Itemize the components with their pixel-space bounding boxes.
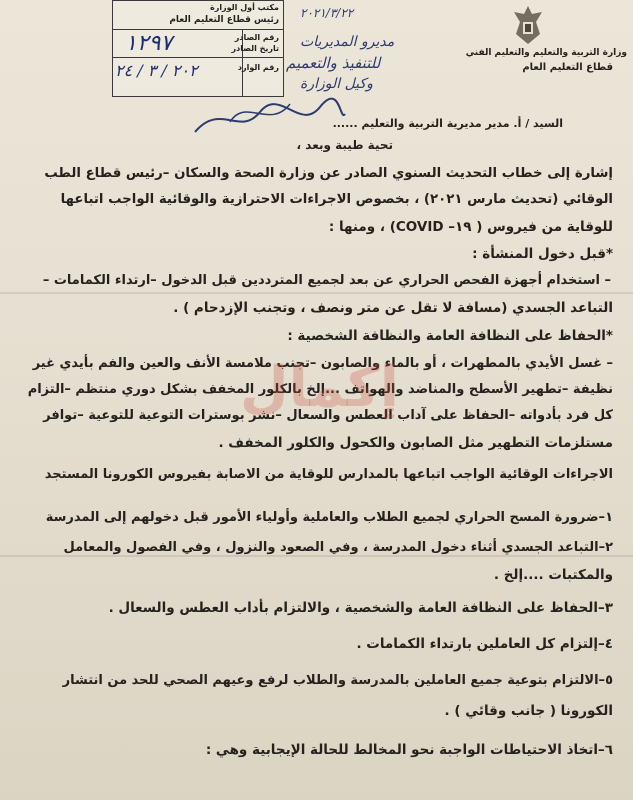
section2-line4: مستلزمات التطهير مثل الصابون والكحول والكلور المخفف . bbox=[218, 435, 613, 451]
stamp-row1-label: رقم الصادر bbox=[234, 33, 279, 42]
section3-title: الاجراءات الوقائية الواجب اتباعها بالمدارس للوقاية من الاصابة بفيروس الكورونا المستجد bbox=[44, 467, 613, 482]
watermark-logo: إكمال bbox=[240, 355, 399, 420]
item-5-line2: الكورونا ( جانب وقائي ) . bbox=[444, 703, 613, 719]
stamp-row2-label: تاريخ الصادر bbox=[231, 44, 279, 53]
item-4: ٤–إلتزام كل العاملين بارتداء الكمامات . bbox=[356, 636, 613, 652]
handwritten-note-line1: مديرو المديريات bbox=[300, 34, 395, 50]
item-2-line2: والمكتبات ....إلخ . bbox=[493, 567, 613, 583]
handwritten-note-line3: وكيل الوزارة bbox=[300, 76, 373, 92]
section2-line2: نظيفة –تطهير الأسطح والمناضد والهواتف ...إلخ بالكلور المخفف بشكل دوري منتظم –التزام bbox=[27, 382, 613, 397]
greeting: تحية طيبة وبعد ، bbox=[296, 138, 393, 152]
salutation-to: السيد / أ. مدير مديرية التربية والتعليم ...... bbox=[332, 117, 563, 130]
item-6: ٦–اتخاذ الاحتياطات الواجبة نحو المخالط للحالة الإيجابية وهي : bbox=[205, 742, 613, 758]
stamp-row3-label: رقم الوارد bbox=[237, 63, 279, 72]
para1-line1: إشارة إلى خطاب التحديث السنوي الصادر عن وزارة الصحة والسكان –رئيس قطاع الطب bbox=[44, 166, 613, 181]
section1-line2: التباعد الجسدي (مسافة لا تقل عن متر ونصف ، وتجنب الإزدحام ) . bbox=[173, 300, 613, 316]
signature-scribble bbox=[190, 92, 350, 142]
stamp-number: ١٢٩٧ bbox=[125, 31, 173, 56]
item-1: ١–ضرورة المسح الحراري لجميع الطلاب والعاملية وأولياء الأمور قبل دخولهم إلى المدرسة bbox=[45, 510, 613, 525]
paper-crease bbox=[0, 555, 633, 557]
paper-crease bbox=[0, 292, 633, 294]
section2-line1: – غسل الأيدي بالمطهرات ، أو بالماء والصابون –تجنب ملامسة الأنف والعين والفم بأيدي غير bbox=[32, 356, 613, 371]
handwritten-date: ٢٠٢١/٣/٢٢ bbox=[300, 6, 354, 20]
stamp-title: رئيس قطاع التعليم العام bbox=[169, 15, 279, 25]
letterhead-sector: قطاع التعليم العام bbox=[522, 62, 613, 73]
stamp-top-label: مكتب أول الوزارة bbox=[209, 3, 279, 12]
stamp-date: ٢٠٢ / ٣ / ٢٤ bbox=[115, 61, 198, 80]
item-5-line1: ٥–الالتزام بتوعية جميع العاملين بالمدرسة والطلاب لرفع وعيهم الصحي للحد من انتشار bbox=[62, 673, 613, 688]
para1-line3: للوقاية من فيروس ( ١٩– COVID) ، ومنها : bbox=[328, 219, 613, 235]
section1-title: *قبل دخول المنشأة : bbox=[472, 246, 613, 262]
emblem-icon bbox=[508, 4, 548, 46]
section1-line1: – استخدام أجهزة الفحص الحراري عن بعد لجميع المترددين قبل الدخول –ارتداء الكمامات – bbox=[42, 273, 611, 288]
letterhead-ministry: وزارة التربية والتعليم والتعليم الفني bbox=[465, 48, 627, 58]
para1-line2: الوقائي (تحديث مارس ٢٠٢١) ، بخصوص الاجراءات الاحترازية والوقائية الواجب اتباعها bbox=[60, 192, 613, 207]
section2-line3: كل فرد بأدواته –الحفاظ على آداب العطس والسعال –نشر بوسترات التوعية للتوعية –توافر bbox=[43, 408, 613, 423]
handwritten-note-line2: للتنفيذ والتعميم bbox=[286, 54, 381, 72]
item-2-line1: ٢–التباعد الجسدي أثناء دخول المدرسة ، وفي الصعود والنزول ، وفي الفصول والمعامل bbox=[63, 540, 613, 555]
incoming-stamp bbox=[112, 0, 284, 97]
item-3: ٣–الحفاظ على النظافة العامة والشخصية ، والالتزام بأداب العطس والسعال . bbox=[108, 600, 613, 616]
section2-title: *الحفاظ على النظافة العامة والنظافة الشخصية : bbox=[287, 328, 613, 344]
